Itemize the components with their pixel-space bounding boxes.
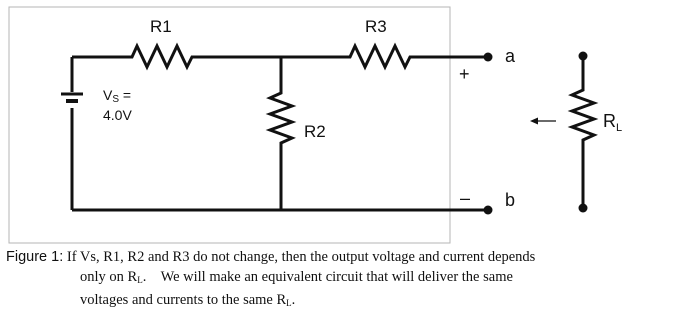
diagram-frame [9,7,450,243]
minus-sign: – [460,188,471,208]
rl-resistor [572,56,594,208]
rl-bottom-dot [579,204,588,213]
arrow-left-icon [530,118,538,125]
plus-sign: + [459,64,470,84]
r2-branch [270,57,292,210]
terminal-a-dot [484,53,493,62]
r1-label: R1 [150,17,172,36]
vs-label-line2: 4.0V [103,107,132,123]
r2-label: R2 [304,122,326,141]
caption-line-1 [6,247,696,267]
terminal-a-label: a [505,46,516,66]
terminal-b-dot [484,206,493,215]
figure-caption [6,247,696,313]
r3-label: R3 [365,17,387,36]
caption-text-1: If Vs, R1, R2 and R3 do not change, then the output voltage and current depends [63,249,536,265]
vs-label-line1: VS = [103,87,132,105]
rl-top-dot [579,52,588,61]
terminal-b-label: b [505,190,516,210]
caption-figure-label: Figure 1: [6,249,64,265]
caption-line-2: only on $R_L$. We will make an equivalent circuit that will deliver the same [80,269,513,285]
rl-label: $R_L$ [603,111,623,134]
caption-line-3: voltages and currents to the same $R_L$. [80,292,296,308]
